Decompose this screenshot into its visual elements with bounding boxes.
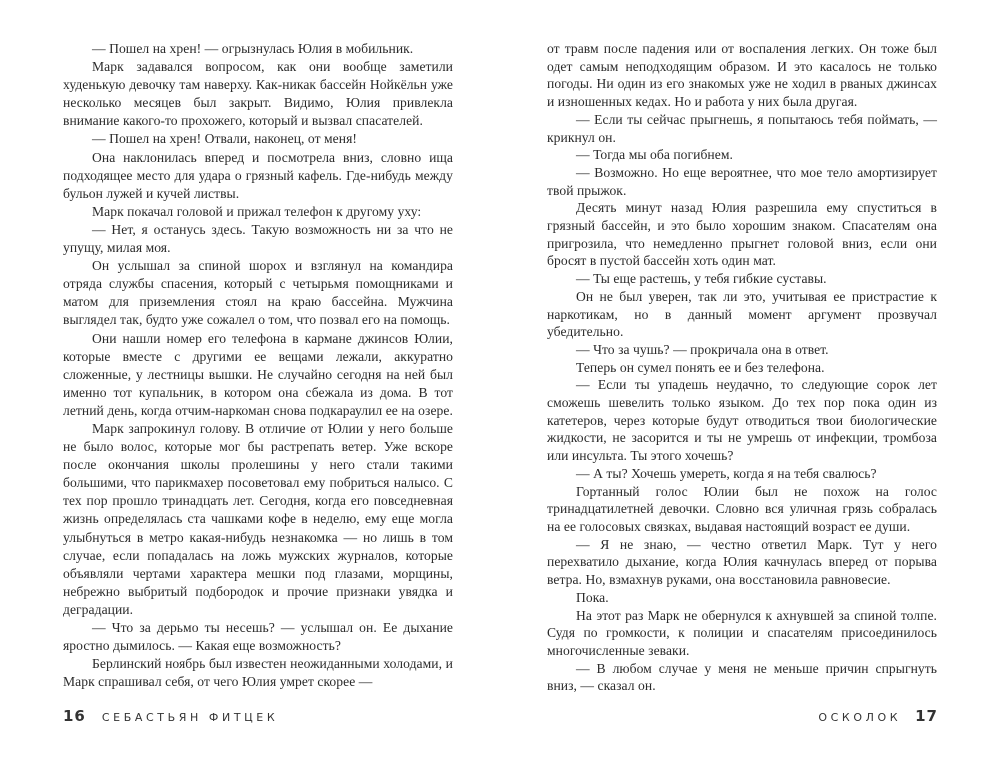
page-number: 16 <box>63 707 86 725</box>
right-page-footer <box>818 706 938 725</box>
paragraph: Десять минут назад Юлия разрешила ему спуститься в грязный бассейн, и это было хорошим знаком. Спасателям она пригрозила, что немедленно прыгнет головой вниз, если они бросят в пустой бассейн хоть один мат. <box>547 200 937 269</box>
running-head-author: СЕБАСТЬЯН ФИТЦЕК <box>101 711 279 724</box>
paragraph: Теперь он сумел понять ее и без телефона. <box>576 359 825 375</box>
paragraph: Они нашли номер его телефона в кармане джинсов Юлии, которые вместе с другими ее вещами лежали, аккуратно сложенные, у лестницы вышки. Не случайно сегодня на ней был именно тот купальник, в котором она сбежала из дома. В тот летний день, когда отчим-наркоман снова подкараулил ее на озере. <box>63 330 453 418</box>
paragraph: — Ты еще растешь, у тебя гибкие суставы. <box>576 271 827 287</box>
paragraph: — Тогда мы оба погибнем. <box>576 147 733 163</box>
paragraph: Берлинский ноябрь был известен неожиданными холодами, и Марк спрашивал себя, от чего Юлия умрет скорее — <box>63 656 453 690</box>
paragraph: Марк покачал головой и прижал телефон к другому уху: <box>92 203 422 219</box>
left-page-text <box>63 40 453 691</box>
page-number: 17 <box>915 707 938 725</box>
paragraph: — Возможно. Но еще вероятнее, что мое тело амортизирует твой прыжок. <box>547 164 937 198</box>
paragraph: Марк запрокинул голову. В отличие от Юлии у него больше не было волос, которые мог бы растрепать ветер. Уже вскоре после окончания школы пролешины у него стали такими большими, что парикмахер посоветовал ему побриться налысо. С тех пор прошло тринадцать лет. Сегодня, когда его повседневная жизнь определялась ста чашками кофе в неделю, ему еще могла улыбнуться в метро какая-нибудь незнакомка — но лишь в том случае, если попадалась на ложь мужских журналов, которые объявляли чертами характера мешки под глазами, морщины, небрежно выбритый подбородок и прочие признаки увядка и деградации. <box>63 420 453 617</box>
paragraph: Пока. <box>576 589 609 605</box>
paragraph: — Если ты упадешь неудачно, то следующие сорок лет сможешь шевелить только языком. До тех пор пока один из катетеров, через которые будут отводиться твои биологические жидкости, не засорится и ты не умрешь от инфекции, тромбоза или инсульта. Ты этого хочешь? <box>547 377 937 464</box>
paragraph: — Пошел на хрен! Отвали, наконец, от меня! <box>92 131 357 147</box>
paragraph: — Пошел на хрен! — огрызнулась Юлия в мобильник. <box>92 41 414 56</box>
paragraph: Он не был уверен, так ли это, учитывая ее пристрастие к наркотикам, но в данный момент аргумент прозвучал убедительно. <box>547 288 937 340</box>
paragraph: Гортанный голос Юлии был не похож на голос тринадцатилетней девочки. Словно вся уличная грязь собралась на ее голосовых связках, выдавая настоящий возраст ее души. <box>547 483 937 534</box>
right-page <box>547 40 937 695</box>
paragraph: — А ты? Хочешь умереть, когда я на тебя свалюсь? <box>576 465 877 481</box>
paragraph: — Я не знаю, — честно ответил Марк. Тут у него перехватило дыхание, когда Юлия качнулась вперед от порыва ветра. Но, взмахнув руками, она восстановила равновесие. <box>547 536 937 588</box>
paragraph: На этот раз Марк не обернулся к ахнувшей за спиной толпе. Судя по громкости, к полиции и спасателям присоединилось многочисленные зеваки. <box>547 607 937 658</box>
continuation-paragraph: от травм после падения или от воспаления легких. Он тоже был одет самым неподходящим образом. И это касалось не только погоды. Ни один из его знакомых уже не ходил в рваных джинсах и изношенных кедах. Но и работа у них была другая. <box>547 41 937 110</box>
left-page <box>63 40 453 691</box>
left-page-footer <box>63 706 278 725</box>
right-page-text <box>547 40 937 695</box>
paragraph: Он услышал за спиной шорох и взглянул на командира отряда службы спасения, который с четырьмя помощниками и матом для приземления стоял на краю бассейна. Мужчина выглядел так, будто уже сожалел о том, что позвал его на помощь. <box>63 258 453 328</box>
paragraph: Она наклонилась вперед и посмотрела вниз, словно ища подходящее место для удара о грязный кафель. Где-нибудь между бульон лужей и кучей листвы. <box>63 149 453 201</box>
paragraph: — Что за чушь? — прокричала она в ответ. <box>576 341 829 357</box>
paragraph: Марк задавался вопросом, как они вообще заметили худенькую девочку там наверху. Как-никак бассейн Нойкёльн уже несколько месяцев был закрыт. Видимо, Юлия привлекла внимание какого-то прохожего, который и вызвал спасателей. <box>63 59 453 129</box>
paragraph: — Если ты сейчас прыгнешь, я попытаюсь тебя поймать, — крикнул он. <box>547 111 937 145</box>
paragraph: — Нет, я останусь здесь. Такую возможность ни за что не упущу, милая моя. <box>63 221 453 256</box>
paragraph: — Что за дерьмо ты несешь? — услышал он. Ее дыхание яростно дымилось. — Какая еще возможность? <box>63 620 453 654</box>
running-head-title: ОСКОЛОК <box>818 711 902 724</box>
paragraph: — В любом случае у меня не меньше причин спрыгнуть вниз, — сказал он. <box>547 660 937 694</box>
